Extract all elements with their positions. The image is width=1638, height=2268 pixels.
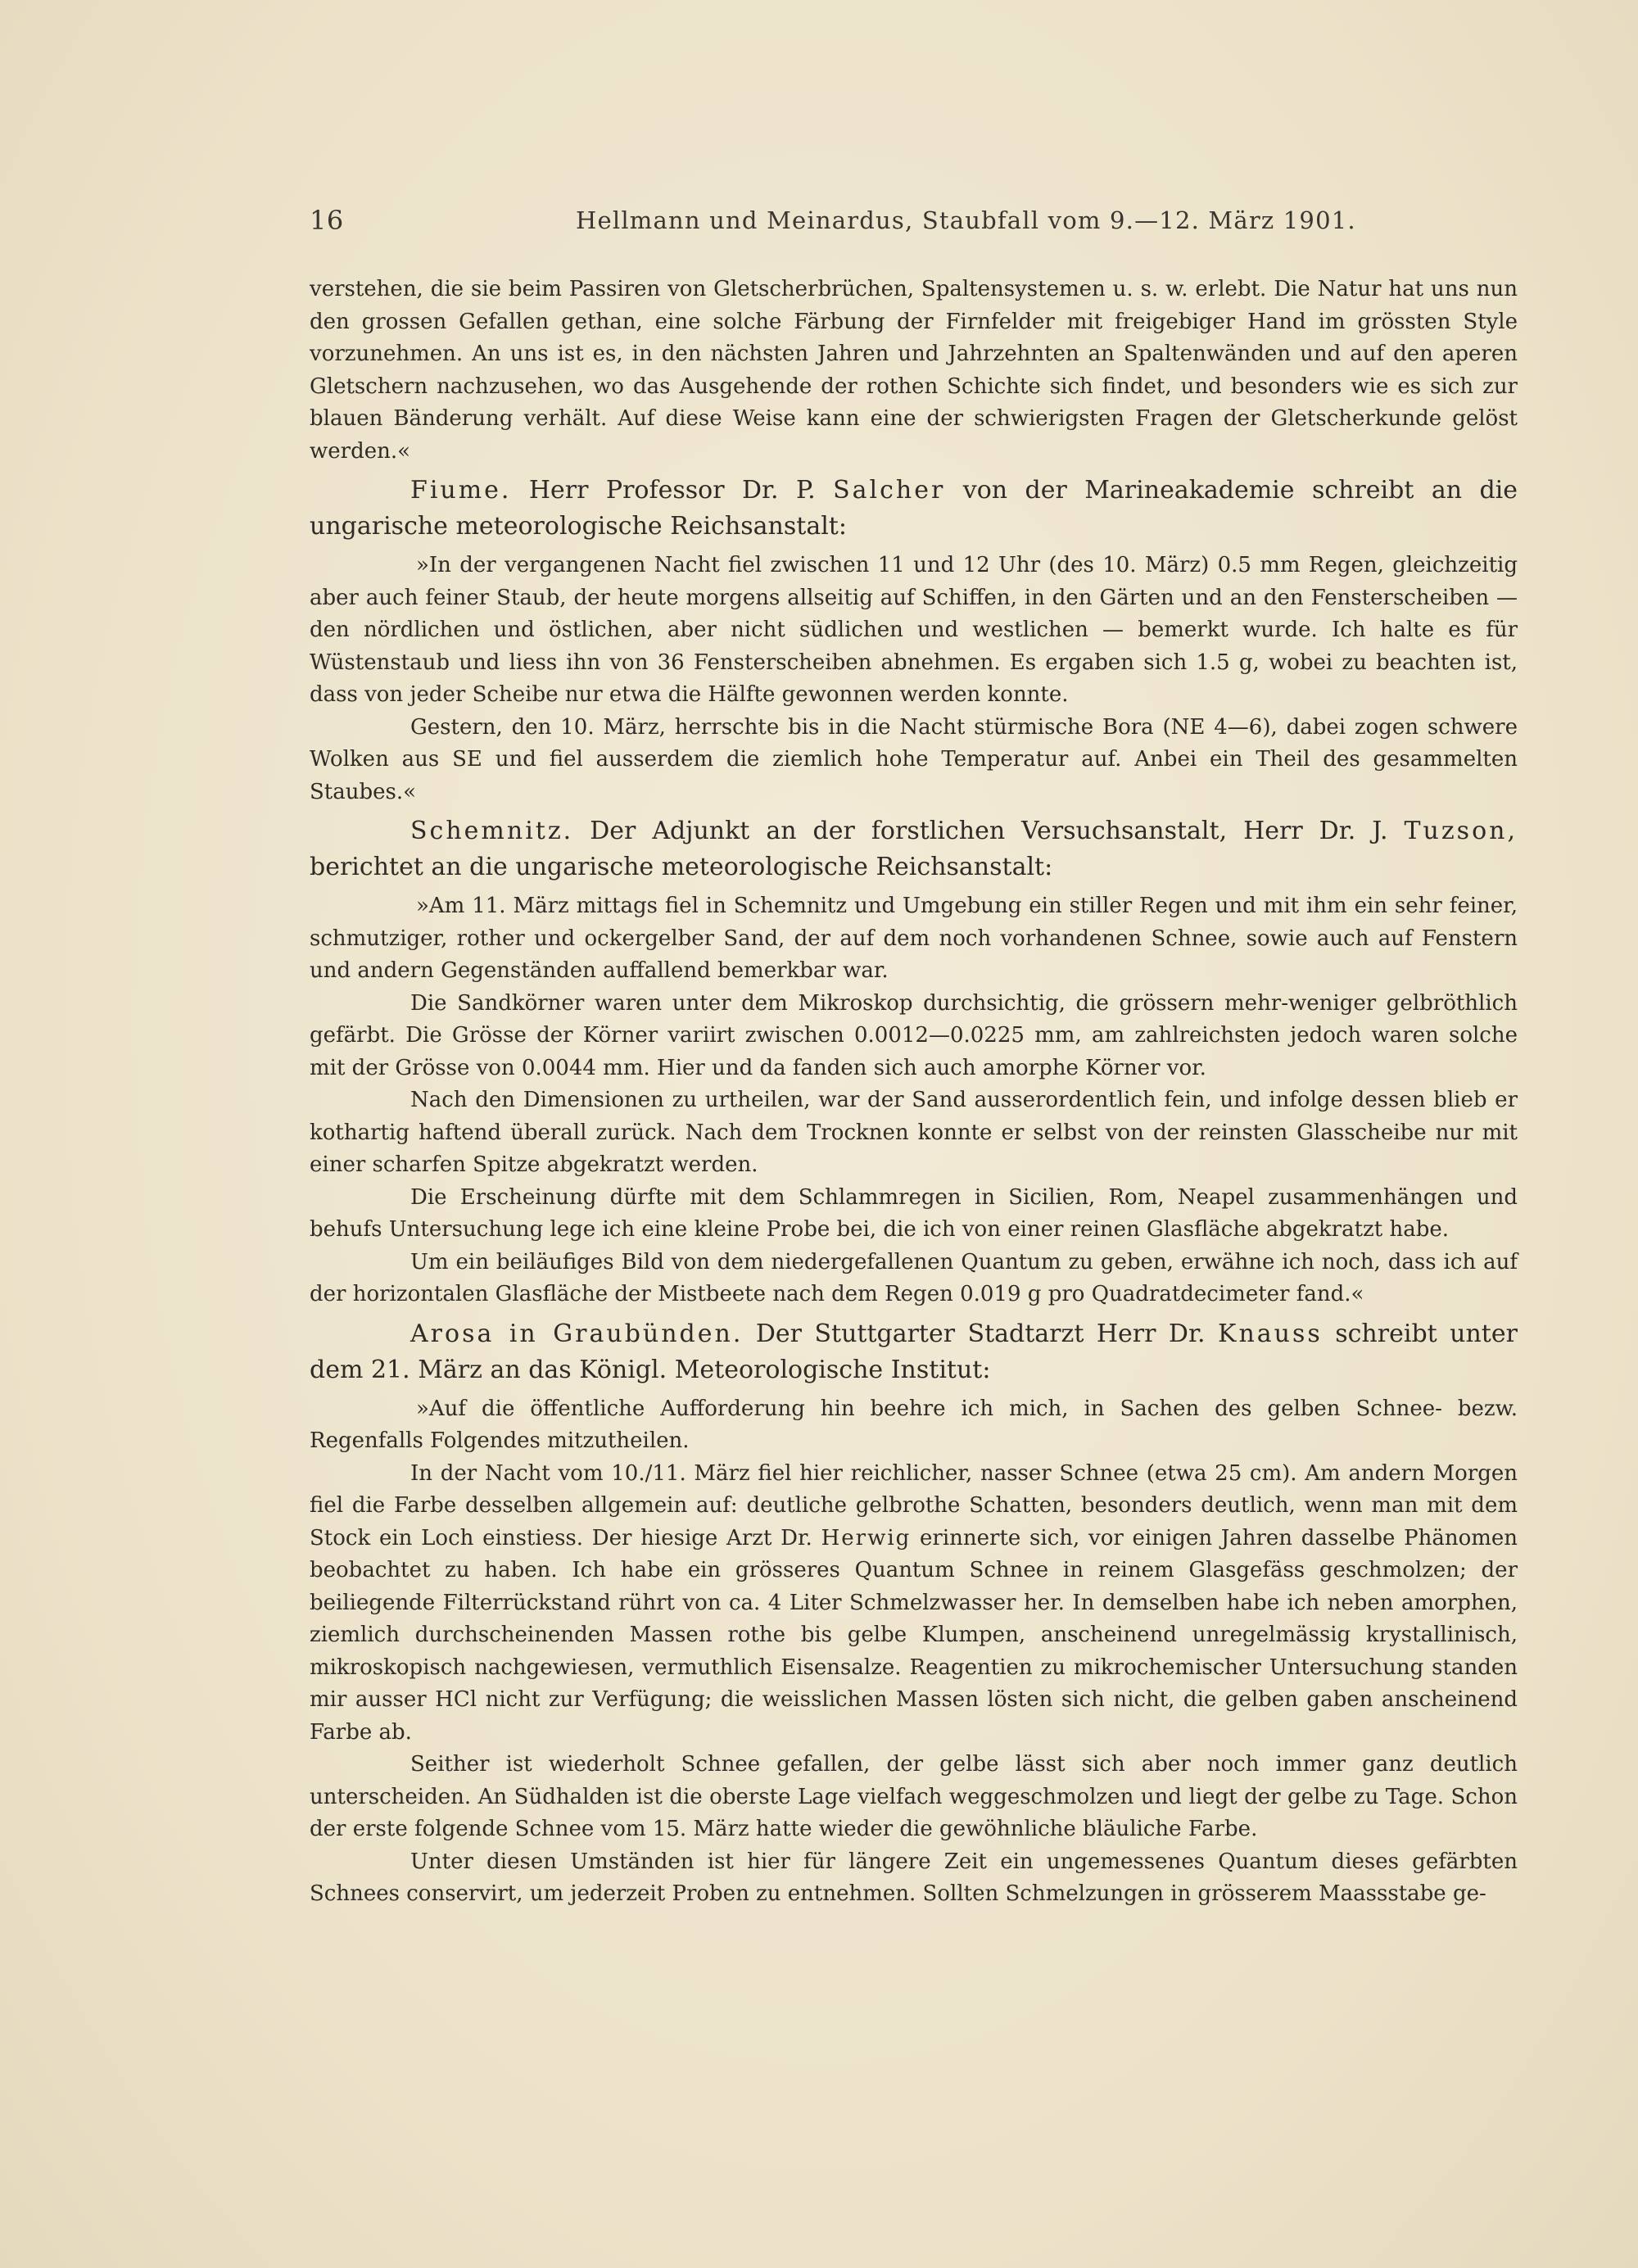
quote-paragraph: Um ein beiläufiges Bild von dem niedergefallenen Quantum zu geben, erwähne ich noch, dass ich auf der horizontalen Glasfläche der Mistbeete nach dem Regen 0.019 g pro Quadratdecimeter fand.« [310,1249,1518,1306]
section-text: schreibt unter dem 21. März an das Königl. Meteorologische Institut: [310,1319,1518,1384]
section-text: berichtet an die ungarische meteorologische Reichsanstalt: [310,853,1053,881]
section-schemnitz [310,813,1518,885]
paragraph-continuation: verstehen, die sie beim Passiren von Gletscherbrüchen, Spaltensystemen u. s. w. erlebt. Die Natur hat uns nun den grossen Gefallen gethan, eine solche Färbung der Firnfelder mit freigebiger Hand im grössten Style vorzunehmen. An uns ist es, in den nächsten Jahren und Jahrzehnten an Spaltenwänden und auf den aperen Gletschern nachzusehen, wo das Ausgehende der rothen Schichte sich findet, und besonders wie es sich zur blauen Bänderung verhält. Auf diese Weise kann eine der schwierigsten Fragen der Gletscherkunde gelöst werden.« [310,277,1518,464]
section-fiume [310,473,1518,545]
quote-paragraph: Gestern, den 10. März, herrschte bis in die Nacht stürmische Bora (NE 4—6), dabei zogen schwere Wolken aus SE und fiel ausserdem die ziemlich hohe Temperatur auf. Anbei ein Theil des gesammelten Staubes.« [310,714,1518,804]
running-title: Hellmann und Meinardus, Staubfall vom 9.—12. März 1901. [576,206,1356,234]
quote-paragraph: »Am 11. März mittags fiel in Schemnitz und Umgebung ein stiller Regen und mit ihm ein sehr feiner, schmutziger, rother und ockergelber Sand, der auf dem noch vorhandenen Schnee, sowie auch auf Fenstern und andern Gegenständen auffallend bemerkbar war. [310,894,1518,983]
person-name: Knauss [1218,1319,1323,1348]
section-text: Der Adjunkt an der forstlichen Versuchsanstalt, Herr Dr. J. [590,817,1388,845]
quote-paragraph: Seither ist wiederholt Schnee gefallen, der gelbe lässt sich aber noch immer ganz deutlich unterscheiden. An Südhalden ist die oberste Lage vielfach weggeschmolzen und liegt der gelbe zu Tage. Schon der erste folgende Schnee vom 15. März hatte wieder die gewöhnliche bläuliche Farbe. [310,1752,1518,1841]
quote-paragraph: »In der vergangenen Nacht fiel zwischen 11 und 12 Uhr (des 10. März) 0.5 mm Regen, gleichzeitig aber auch feiner Staub, der heute morgens allseitig auf Schiffen, in den Gärten und an den Fensterscheiben — den nördlichen und östlichen, aber nicht südlichen und westlichen — bemerkt wurde. Ich halte es für Wüstenstaub und liess ihn von 36 Fensterscheiben abnehmen. Es ergaben sich 1.5 g, wobei zu beachten ist, dass von jeder Scheibe nur etwa die Hälfte gewonnen werden konnte. [310,553,1518,707]
paragraph-text: In der Nacht vom 10./11. März fiel hier reichlicher, nasser Schnee (etwa 25 cm). Am andern Morgen fiel die Farbe desselben allgemein auf: deutliche gelbrothe Schatten, besonders deutlich, wenn man mit dem Stock ein Loch einstiess. Der hiesige Arzt Dr. [310,1460,1518,1550]
section-text: von der Marineakademie schreibt an die ungarische meteorologische Reichsanstalt: [310,476,1518,541]
paragraph-text: erinnerte sich, vor einigen Jahren dasselbe Phänomen beobachtet zu haben. Ich habe ein grösseres Quantum Schnee in reinem Glasgefäss geschmolzen; der beiliegende Filterrückstand rührt von ca. 4 Liter Schmelzwasser her. In demselben habe ich neben amorphen, ziemlich durchscheinenden Massen rothe bis gelbe Klumpen, anscheinend unregelmässig krystallinisch, mikroskopisch nachgewiesen, vermuthlich Eisensalze. Reagentien zu mikrochemischer Untersuchung standen mir ausser HCl nicht zur Verfügung; die weisslichen Massen lösten sich nicht, die gelben gaben anscheinend Farbe ab. [310,1525,1518,1745]
section-text: Herr Professor Dr. P. [528,476,816,505]
section-text: Der Stuttgarter Stadtarzt Herr Dr. [755,1319,1206,1348]
place-name: Fiume. [410,476,512,505]
quote-paragraph: »Auf die öffentliche Aufforderung hin beehre ich mich, in Sachen des gelben Schnee- bezw. Regenfalls Folgendes mitzutheilen. [310,1396,1518,1453]
running-header [310,205,1518,241]
person-name: Tuzson, [1404,817,1518,845]
page [310,205,1518,1911]
quote-paragraph: Nach den Dimensionen zu urtheilen, war der Sand ausserordentlich fein, und infolge dessen blieb er kothartig haftend überall zurück. Nach dem Trocknen konnte er selbst von der reinsten Glasscheibe nur mit einer scharfen Spitze abgekratzt werden. [310,1088,1518,1177]
place-name: Arosa in Graubünden. [410,1319,744,1348]
quote-paragraph: Unter diesen Umständen ist hier für längere Zeit ein ungemessenes Quantum dieses gefärbten Schnees conservirt, um jederzeit Proben zu entnehmen. Sollten Schmelzungen in grösserem Maassstabe ge- [310,1849,1518,1906]
section-arosa [310,1316,1518,1388]
page-number: 16 [310,205,344,236]
place-name: Schemnitz. [410,817,574,845]
quote-paragraph [310,1458,1518,1750]
quote-paragraph: Die Erscheinung dürfte mit dem Schlammregen in Sicilien, Rom, Neapel zusammenhängen und behufs Untersuchung lege ich eine kleine Probe bei, die ich von einer reinen Glasfläche abgekratzt habe. [310,1184,1518,1242]
quote-paragraph: Die Sandkörner waren unter dem Mikroskop durchsichtig, die grössern mehr-weniger gelbröthlich gefärbt. Die Grösse der Körner variirt zwischen 0.0012—0.0225 mm, am zahlreichsten jedoch waren solche mit der Grösse von 0.0044 mm. Hier und da fanden sich auch amorphe Körner vor. [310,990,1518,1080]
body-text [310,274,1518,1911]
person-name: Salcher [833,476,946,505]
person-name: Herwig [821,1525,912,1550]
